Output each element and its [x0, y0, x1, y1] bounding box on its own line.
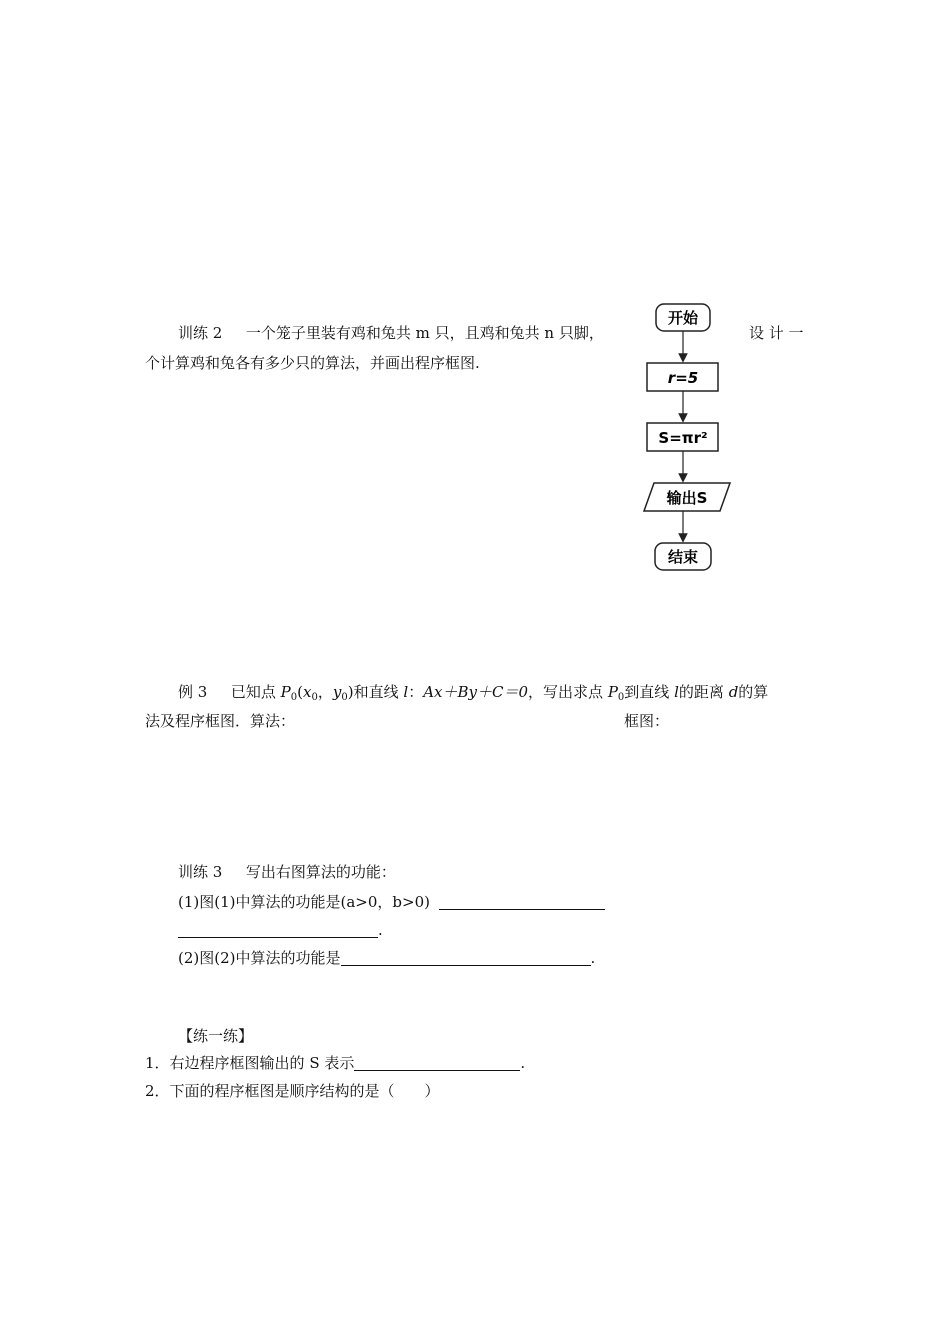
coord-open: ( [297, 683, 303, 701]
flowchart-step1: r=5 [667, 369, 699, 387]
practice-q2: 2．下面的程序框图是顺序结构的是（ ） [145, 1082, 440, 1100]
practice-q1 [145, 1053, 525, 1073]
training2-text-b: 设 计 一 [749, 324, 804, 342]
answer-blank-q1[interactable] [354, 1054, 520, 1071]
point-p0-2: P [607, 683, 618, 701]
training3-item1-text: (1)图(1)中算法的功能是(a>0，b>0) [178, 893, 430, 911]
line-colon: ： [408, 683, 424, 701]
training2-text-c: 个计算鸡和兔各有多少只的算法，并画出程序框图. [145, 354, 480, 372]
flowchart [636, 300, 746, 580]
flowchart-output: 输出S [666, 489, 708, 507]
flowchart-start: 开始 [667, 309, 699, 327]
flowchart-end: 结束 [667, 548, 699, 566]
coord-x: x [303, 683, 312, 701]
training3-item1 [178, 892, 605, 912]
training2-label: 训练 2 [178, 324, 223, 342]
training3-title: 写出右图算法的功能： [245, 863, 396, 881]
example3-text-g: 法及程序框图．算法： [145, 712, 296, 730]
point-p0-sub: 0 [290, 692, 298, 703]
coord-sep: ， [317, 683, 333, 701]
answer-blank-2[interactable] [341, 949, 591, 966]
training3-item2-end: . [590, 949, 596, 967]
training3-label: 训练 3 [178, 863, 223, 881]
answer-blank-1b[interactable] [178, 921, 378, 938]
training3-item1-cont [178, 920, 383, 940]
training2-line1 [178, 323, 604, 343]
answer-blank-1a[interactable] [439, 893, 605, 910]
example3-text-a: 已知点 [230, 683, 276, 701]
training3-item2 [178, 948, 595, 968]
practice-q1-text: 1．右边程序框图输出的 S 表示 [145, 1054, 355, 1072]
line-l: l [403, 683, 409, 701]
example3-line1 [178, 682, 768, 708]
flowchart-step2: S=πr² [658, 429, 708, 447]
training3-item1-end: . [378, 921, 383, 939]
example3-text-f: 的算 [738, 683, 769, 701]
distance-d: d [728, 683, 739, 701]
line-l-2: l [674, 683, 679, 701]
example3-text-h: 框图： [624, 712, 670, 730]
example3-text-e: 的距离 [678, 683, 724, 701]
example3-text-c: ，写出求点 [528, 683, 604, 701]
point-p0-2-sub: 0 [617, 692, 625, 703]
coord-close: ) [347, 683, 354, 701]
coord-x-sub: 0 [311, 692, 318, 703]
example3-text-d: 到直线 [624, 683, 670, 701]
coord-y-sub: 0 [341, 692, 348, 703]
training2-text-a: 一个笼子里装有鸡和兔共 m 只，且鸡和兔共 n 只脚， [245, 324, 604, 342]
training3-item2-text: (2)图(2)中算法的功能是 [178, 949, 341, 967]
practice-heading: 【练一练】 [178, 1027, 254, 1045]
line-equation: Ax＋By＋C＝0 [423, 683, 529, 701]
example3-label: 例 3 [178, 683, 208, 701]
point-p0: P [280, 683, 291, 701]
practice-q1-end: . [520, 1054, 526, 1072]
training3-line1 [178, 862, 396, 882]
example3-text-b: 和直线 [353, 683, 399, 701]
coord-y: y [332, 683, 342, 701]
